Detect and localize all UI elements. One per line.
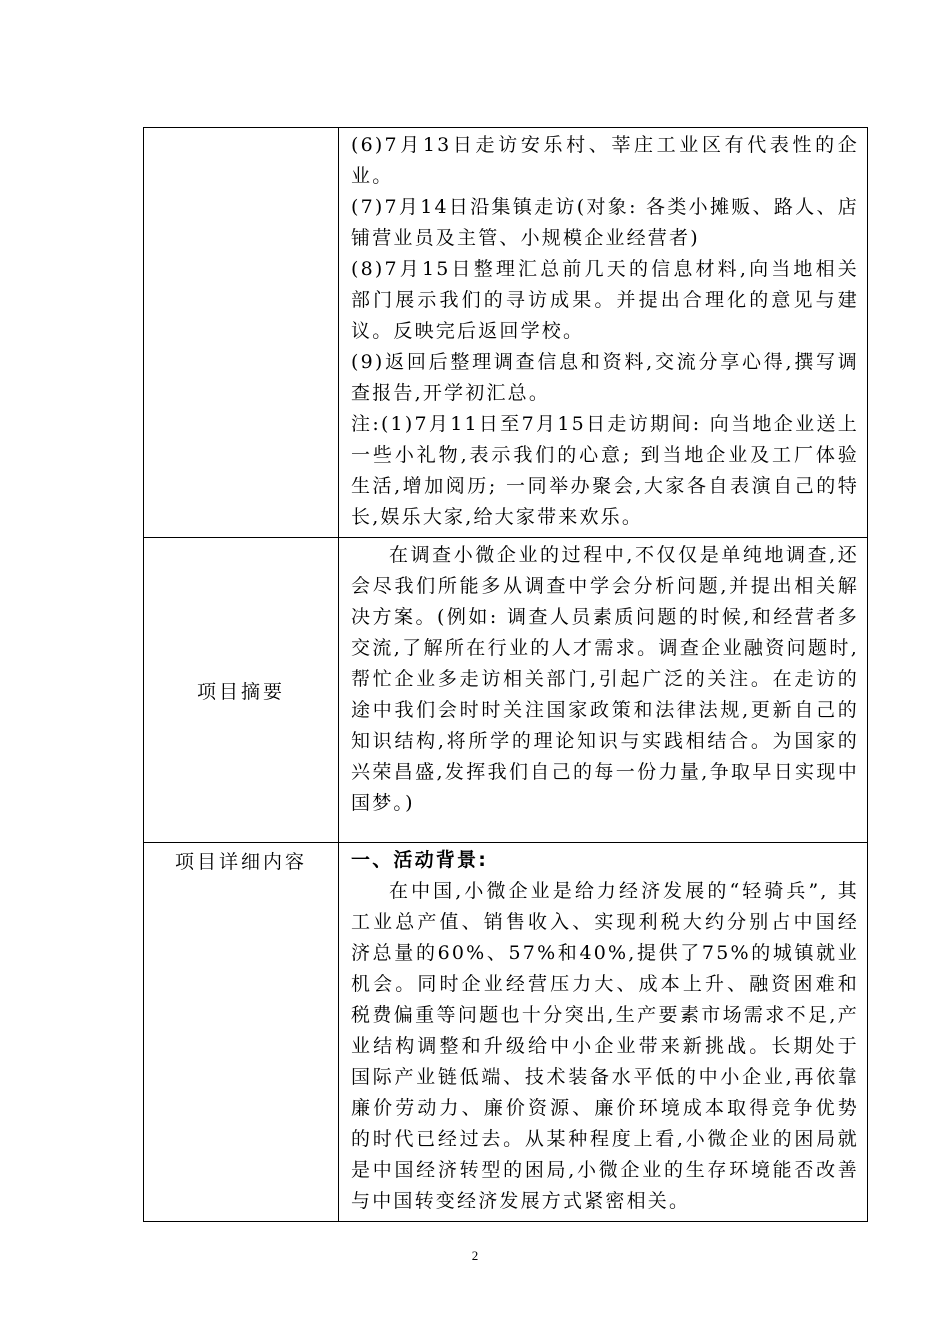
summary-label: 项目摘要 [144,538,339,843]
plan-label-cell [144,128,339,538]
plan-item: (6)7月13日走访安乐村、莘庄工业区有代表性的企业。 [351,134,859,187]
plan-item: (8)7月15日整理汇总前几天的信息材料,向当地相关部门展示我们的寻访成果。并提出合理化的意见与建议。反映完后返回学校。 [351,258,859,342]
plan-item: (7)7月14日沿集镇走访(对象: 各类小摊贩、路人、店铺营业员及主管、小规模企业经营者) [351,196,859,249]
page-number: 2 [471,1248,479,1263]
plan-content-cell [339,128,868,538]
table-row-summary [144,538,868,843]
details-text: 在中国,小微企业是给力经济发展的“轻骑兵”, 其工业总产值、销售收入、实现利税大约分别占中国经济总量的60%、57%和40%,提供了75%的城镇就业机会。同时企业经营压力大、成本上升、融资困难和税费偏重等问题也十分突出,生产要素市场需求不足,产业结构调整和升级给中小企业带来新挑战。长期处于国际产业链低端、技术装备水平低的中小企业,再依靠廉价劳动力、廉价资源、廉价环境成本取得竞争优势的时代已经过去。从某种程度上看,小微企业的困局就是中国经济转型的困局,小微企业的生存环境能否改善与中国转变经济发展方式紧密相关。 [351,880,859,1212]
plan-note: 注:(1)7月11日至7月15日走访期间: 向当地企业送上一些小礼物,表示我们的心意; 到当地企业及工厂体验生活,增加阅历; 一同举办聚会,大家各自表演自己的特长,娱乐大家,给大家带来欢乐。 [351,413,859,528]
summary-text: 在调查小微企业的过程中,不仅仅是单纯地调查,还会尽我们所能多从调查中学会分析问题,并提出相关解决方案。(例如: 调查人员素质问题的时候,和经营者多交流,了解所在行业的人才需求。调查企业融资问题时,帮忙企业多走访相关部门,引起广泛的关注。在走访的途中我们会时时关注国家政策和法律法规,更新自己的知识结构,将所学的理论知识与实践相结合。为国家的兴荣昌盛,发挥我们自己的每一份力量,争取早日实现中国梦。) [351,544,859,814]
plan-item: (9)返回后整理调查信息和资料,交流分享心得,撰写调查报告,开学初汇总。 [351,351,859,404]
project-table [143,127,868,1222]
details-label: 项目详细内容 [144,843,339,1222]
summary-content-cell [339,538,868,843]
details-heading: 一、活动背景: [351,849,488,871]
details-content-cell [339,843,868,1222]
table-row-details [144,843,868,1222]
table-row-plan [144,128,868,538]
